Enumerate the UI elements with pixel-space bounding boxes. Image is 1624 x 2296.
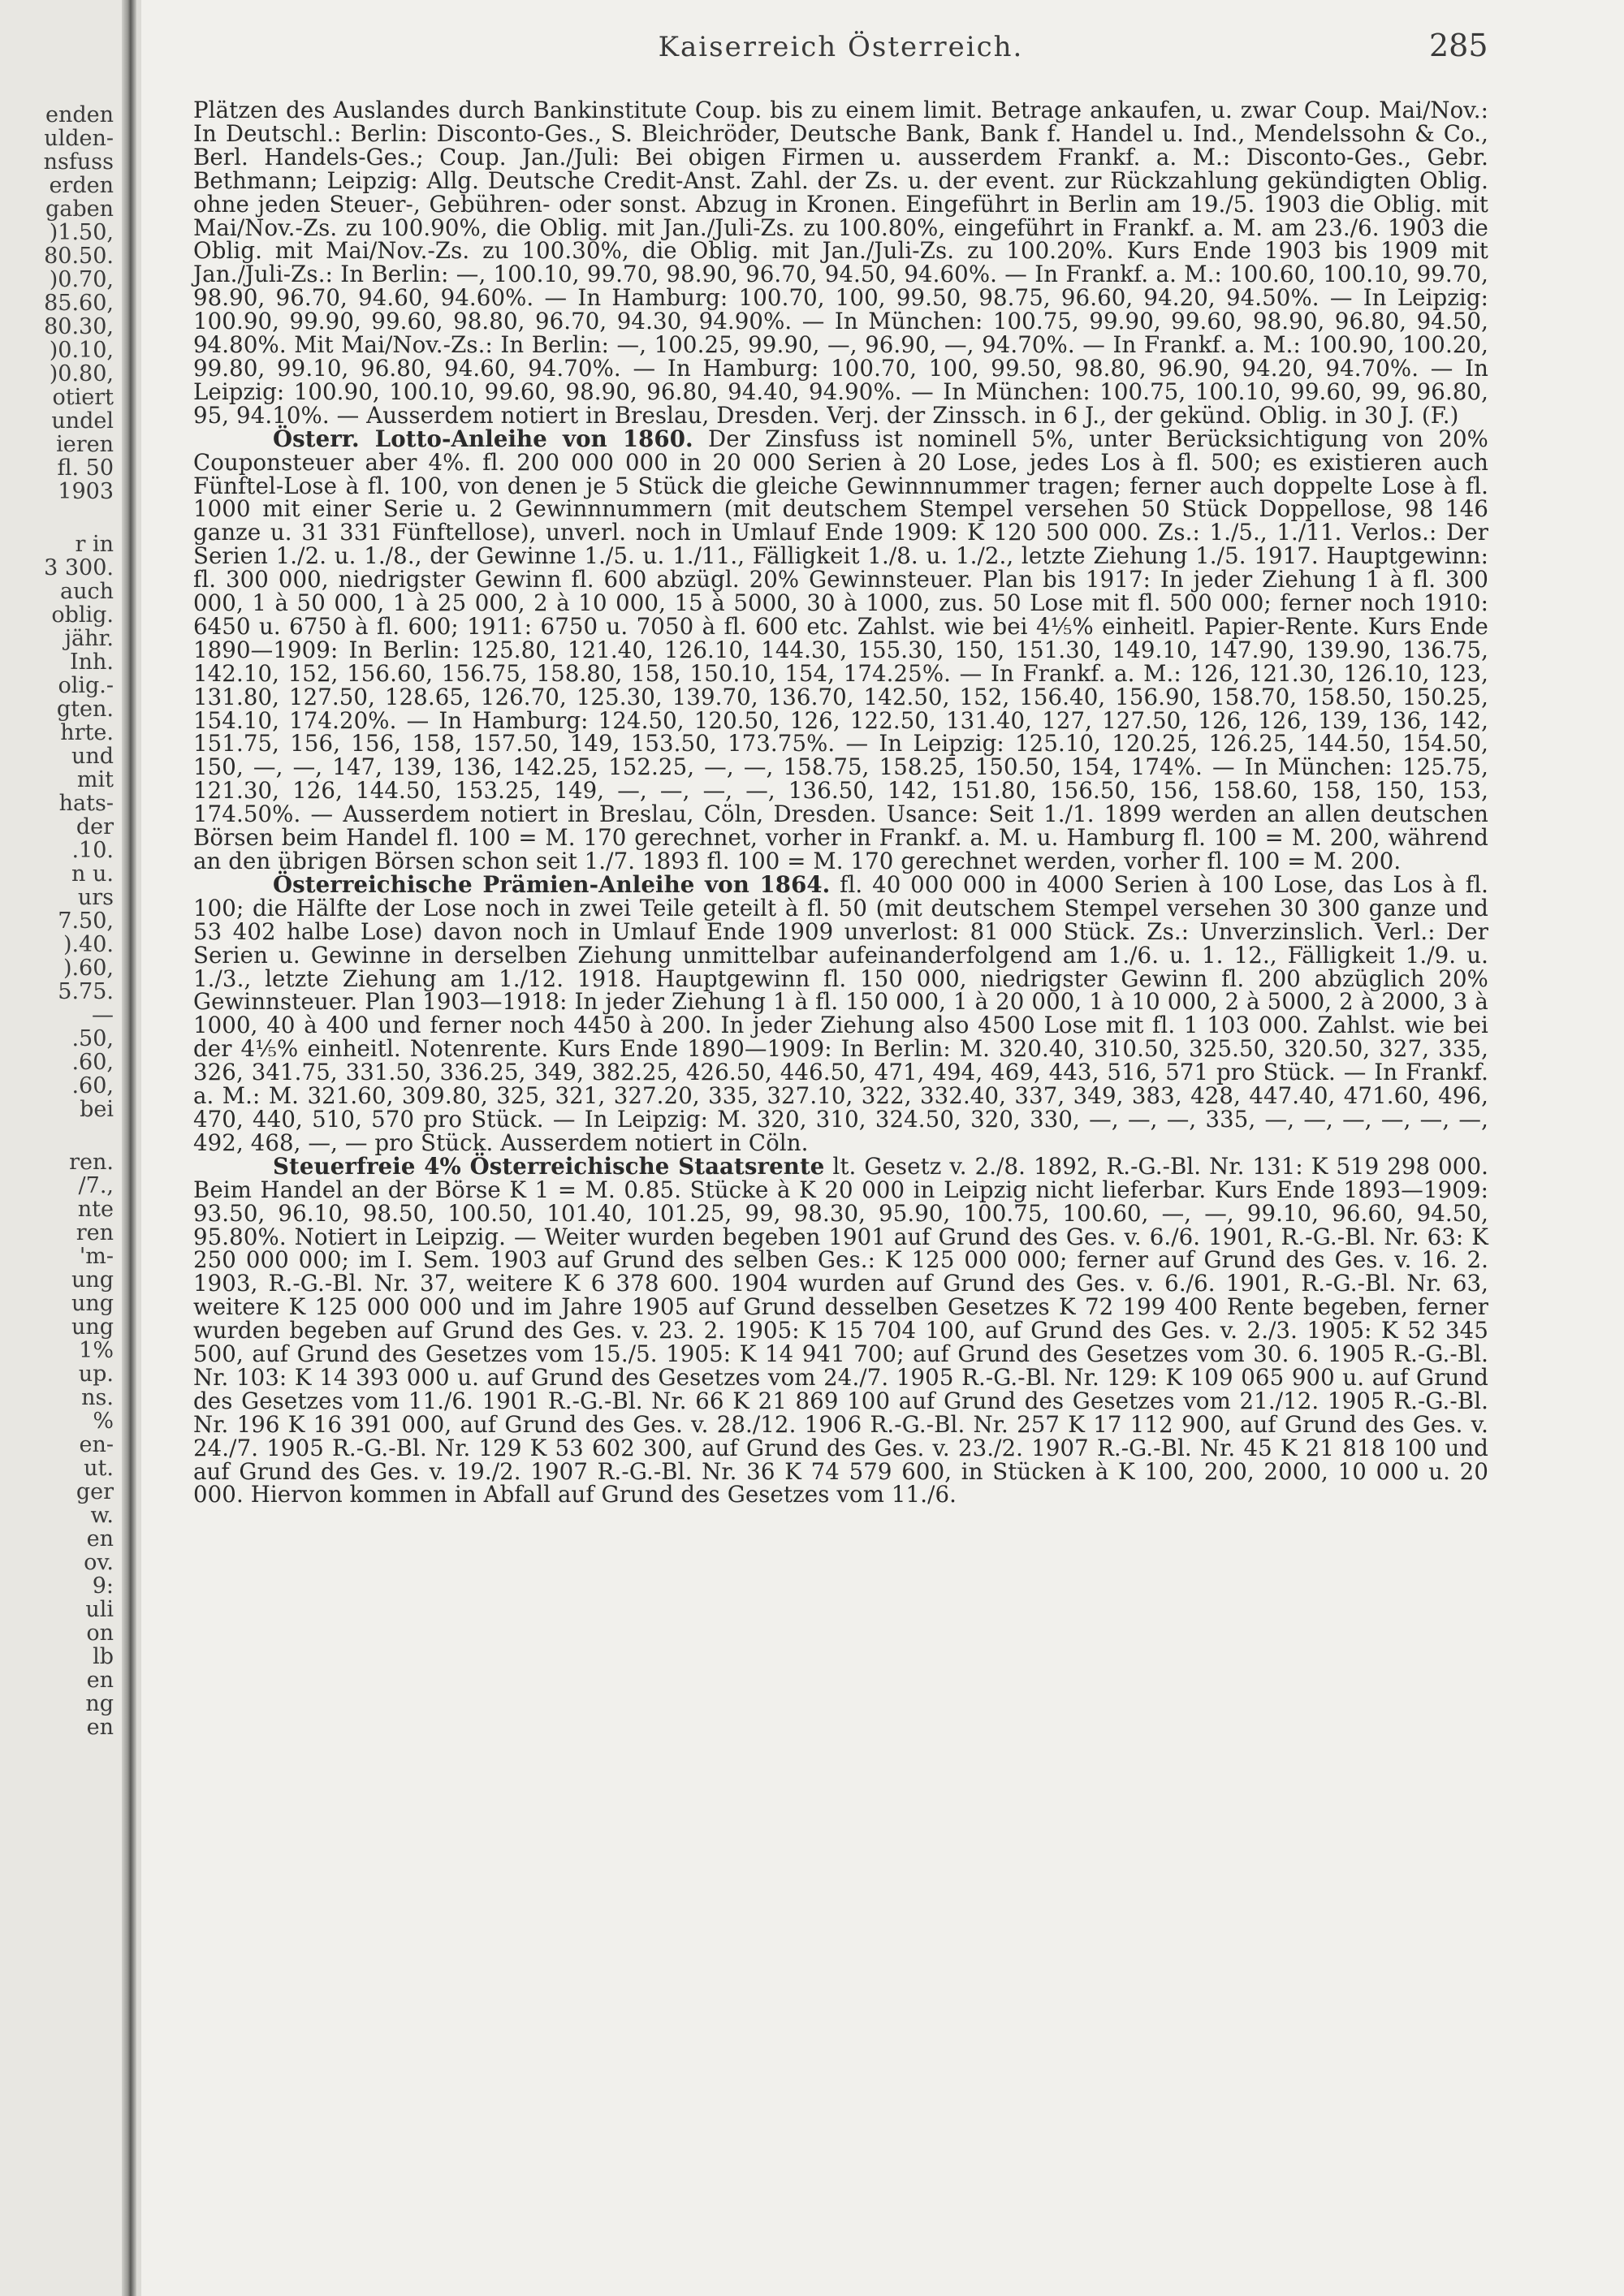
previous-page-fragment: )0.10, — [49, 338, 114, 363]
previous-page-fragment: hats- — [58, 791, 114, 816]
previous-page-fragment: ut. — [84, 1456, 114, 1481]
previous-page-fragment: erden — [49, 173, 114, 198]
main-text — [193, 99, 1488, 1507]
previous-page-fragment: w. — [90, 1503, 114, 1528]
previous-page-fragment: 85.60, — [44, 291, 114, 316]
previous-page-fragment: 5.75. — [58, 979, 114, 1004]
previous-page-fragment: 9: — [92, 1573, 114, 1599]
section-praemien-anleihe-1864 — [193, 870, 1488, 1156]
previous-page-fragment: — — [92, 1003, 114, 1028]
previous-page-fragment: ng — [85, 1691, 114, 1716]
previous-page-fragment: en — [86, 1668, 114, 1693]
previous-page-fragment: ger — [76, 1479, 114, 1504]
previous-page-fragment: undel — [51, 408, 114, 434]
previous-page-fragment: /7., — [78, 1173, 114, 1198]
previous-page-fragment: olig.- — [58, 673, 114, 698]
previous-page-fragment: fl. 50 — [57, 455, 114, 481]
section-heading: Österreichische Prämien-Anleihe von 1864. — [273, 870, 831, 898]
previous-page-fragment: otiert — [52, 385, 114, 410]
previous-page-fragment: gten. — [56, 697, 114, 722]
previous-page-fragment: 1903 — [58, 479, 114, 504]
previous-page-fragment: ung — [71, 1291, 114, 1316]
section-body: fl. 40 000 000 in 4000 Serien à 100 Lose, das Los à fl. 100; die Hälfte der Lose noch in zwei Teile geteilt à fl. 50 (mit deutschem Stempel versehen 30 300 ganze und 53 402 halbe Lose) davon noch in Umlauf Ende 1909 unverlost: 81 000 Stück. Zs.: Unverzinslich. Verl.: Der Serien u. Gewinne in derselben Ziehung unmittelbar aufeinanderfolgend am 1./6. u. 1. 12., Fälligkeit 1./9. u. 1./3., letzte Ziehung am 1./12. 1918. Hauptgewinn fl. 150 000, niedrigster Gewinn fl. 200 abzüglich 20% Gewinnsteuer. Plan 1903—1918: In jeder Ziehung 1 à fl. 150 000, 1 à 20 000, 1 à 10 000, 2 à 5000, 2 à 2000, 3 à 1000, 40 à 400 und ferner noch 4450 à 200. In jeder Ziehung also 4500 Lose mit fl. 1 103 000. Zahlst. wie bei der 4⅕% einheitl. Notenrente. Kurs Ende 1890—1909: In Berlin: M. 320.40, 310.50, 325.50, 320.50, 327, 335, 326, 341.75, 331.50, 336.25, 349, 382.25, 426.50, 446.50, 471, 494, 469, 443, 516, 571 pro Stück. — In Frankf. a. M.: M. 321.60, 309.80, 325, 321, 327.20, 335, 327.10, 322, 332.40, 337, 349, 383, 428, 447.40, 471.60, 496, 470, 440, 510, 570 pro Stück. — In Leipzig: M. 320, 310, 324.50, 320, 330, —, —, —, 335, —, —, —, —, —, —, 492, 468, —, — pro Stück. Ausserdem notiert in Cöln. — [193, 870, 1488, 1156]
previous-page-fragment: on — [86, 1621, 114, 1646]
previous-page-fragment: ung — [71, 1314, 114, 1340]
previous-page-fragment: 80.50. — [44, 244, 114, 269]
previous-page-fragment: 3 300. — [44, 555, 114, 580]
previous-page-fragment: )0.70, — [49, 267, 114, 292]
previous-page-fragment: Inh. — [69, 650, 114, 675]
previous-page-fragment: bei — [80, 1097, 114, 1122]
page-number: 285 — [1429, 28, 1488, 63]
previous-page-fragment: en — [86, 1715, 114, 1740]
previous-page-fragment: jähr. — [64, 626, 114, 651]
previous-page-fragment: up. — [78, 1362, 114, 1387]
section-body: Der Zinsfuss ist nominell 5%, unter Berücksichtigung von 20% Couponsteuer aber 4%. fl. 200 000 000 in 20 000 Serien à 20 Lose, jedes Los à fl. 500; es existieren auch Fünftel-Lose à fl. 100, von denen je 5 Stück die gleiche Gewinnnummer tragen; ferner auch doppelte Lose à fl. 1000 mit einer Serie u. 2 Gewinnnummern (mit deutschem Stempel versehen 50 Stück Doppellose, 98 146 ganze u. 31 331 Fünftellose), unverl. noch in Umlauf Ende 1909: K 120 500 000. Zs.: 1./5., 1./11. Verlos.: Der Serien 1./2. u. 1./8., der Gewinne 1./5. u. 1./11., Fälligkeit 1./8. u. 1./2., letzte Ziehung 1./5. 1917. Hauptgewinn: fl. 300 000, niedrigster Gewinn fl. 600 abzügl. 20% Gewinnsteuer. Plan bis 1917: In jeder Ziehung 1 à fl. 300 000, 1 à 50 000, 1 à 25 000, 2 à 10 000, 15 à 5000, 30 à 1000, zus. 50 Lose mit fl. 500 000; ferner noch 1910: 6450 u. 6750 à fl. 600; 1911: 6750 u. 7050 à fl. 600 etc. Zahlst. wie bei 4⅕% einheitl. Papier-Rente. Kurs Ende 1890—1909: In Berlin: 125.80, 121.40, 126.10, 144.30, 155.30, 150, 151.30, 149.10, 147.90, 139.90, 136.75, 142.10, 152, 156.60, 156.75, 158.80, 158, 150.10, 154, 174.25%. — In Frankf. a. M.: 126, 121.30, 126.10, 123, 131.80, 127.50, 128.65, 126.70, 125.30, 139.70, 136.70, 142.50, 152, 156.40, 156.90, 158.70, 158.50, 150.25, 154.10, 174.20%. — In Hamburg: 124.50, 120.50, 126, 122.50, 131.40, 127, 127.50, 126, 126, 139, 136, 142, 151.75, 156, 156, 158, 157.50, 149, 153.50, 173.75%. — In Leipzig: 125.10, 120.25, 126.25, 144.50, 154.50, 150, —, —, 147, 139, 136, 142.25, 152.25, —, —, 158.75, 158.25, 150.50, 154, 174%. — In München: 125.75, 121.30, 126, 144.50, 153.25, 149, —, —, —, —, 136.50, 142, 151.80, 156.50, 156, 158.60, 158, 150, 153, 174.50%. — Ausserdem notiert in Breslau, Cöln, Dresden. Usance: Seit 1./1. 1899 werden an allen deutschen Börsen beim Handel fl. 100 = M. 170 gerechnet, vorher in Frankf. a. M. u. Hamburg fl. 100 = M. 200, während an den übrigen Börsen schon seit 1./7. 1893 fl. 100 = M. 170 gerechnet werden, vorher fl. 100 = M. 200. — [193, 425, 1488, 874]
previous-page-fragment: oblig. — [51, 602, 114, 628]
previous-page-fragment: ren — [76, 1220, 114, 1245]
previous-page-fragment: nsfuss — [43, 149, 114, 175]
previous-page-fragment: und — [71, 744, 114, 769]
previous-page-fragment: ieren — [56, 432, 114, 457]
previous-page-fragment: .50, — [71, 1026, 114, 1051]
previous-page-fragment: )0.80, — [49, 361, 114, 386]
section-body: Plätzen des Auslandes durch Bankinstitute Coup. bis zu einem limit. Betrage ankaufen, u. zwar Coup. Mai/Nov.: In Deutschl.: Berlin: Disconto-Ges., S. Bleichröder, Deutsche Bank, Bank f. Handel u. Ind., Mendelssohn & Co., Berl. Handels-Ges.; Coup. Jan./Juli: Bei obigen Firmen u. ausserdem Frankf. a. M.: Disconto-Ges., Gebr. Bethmann; Leipzig: Allg. Deutsche Credit-Anst. Zahl. der Zs. u. der event. zur Rückzahlung gekündigten Oblig. ohne jeden Steuer-, Gebühren- oder sonst. Abzug in Kronen. Eingeführt in Berlin am 19./5. 1903 die Oblig. mit Mai/Nov.-Zs. zu 100.90%, die Oblig. mit Jan./Juli-Zs. zu 100.80%, eingeführt in Frankf. a. M. am 23./6. 1903 die Oblig. mit Mai/Nov.-Zs. zu 100.30%, die Oblig. mit Jan./Juli-Zs. zu 100.20%. Kurs Ende 1903 bis 1909 mit Jan./Juli-Zs.: In Berlin: —, 100.10, 99.70, 98.90, 96.70, 94.50, 94.60%. — In Frankf. a. M.: 100.60, 100.10, 99.70, 98.90, 96.70, 94.60, 94.60%. — In Hamburg: 100.70, 100, 99.50, 98.75, 96.60, 94.20, 94.50%. — In Leipzig: 100.90, 99.90, 99.60, 98.80, 96.70, 94.30, 94.90%. — In München: 100.75, 99.90, 99.60, 98.90, 96.80, 94.50, 94.80%. Mit Mai/Nov.-Zs.: In Berlin: —, 100.25, 99.90, —, 96.90, —, 94.70%. — In Frankf. a. M.: 100.90, 100.20, 99.80, 99.10, 96.80, 94.60, 94.70%. — In Hamburg: 100.70, 100, 99.50, 98.80, 96.90, 94.20, 94.70%. — In Leipzig: 100.90, 100.10, 99.60, 98.90, 96.80, 94.40, 94.90%. — In München: 100.75, 100.10, 99.60, 99, 96.80, 95, 94.10%. — Ausserdem notiert in Breslau, Dresden. Verj. der Zinssch. in 6 J., der gekünd. Oblig. in 30 J. (F.) — [193, 97, 1488, 429]
previous-page-fragment: gaben — [45, 196, 114, 222]
previous-page-fragment: mit — [76, 767, 114, 792]
previous-page-edge — [0, 0, 122, 2296]
previous-page-fragment: ung — [71, 1267, 114, 1293]
previous-page-fragment: urs — [77, 885, 114, 910]
previous-page-fragment: uli — [85, 1597, 114, 1622]
running-title: Kaiserreich Österreich. — [658, 31, 1024, 63]
section-body: lt. Gesetz v. 2./8. 1892, R.-G.-Bl. Nr. 131: K 519 298 000. Beim Handel an der Börse K 1 = M. 0.85. Stücke à K 20 000 in Leipzig nicht lieferbar. Kurs Ende 1893—1909: 93.50, 96.10, 98.50, 100.50, 101.40, 101.25, 99, 98.30, 95.90, 100.75, 100.60, —, —, 99.10, 96.60, 94.50, 95.80%. Notiert in Leipzig. — Weiter wurden begeben 1901 auf Grund des Ges. v. 6./6. 1901, R.-G.-Bl. Nr. 63: K 250 000 000; im I. Sem. 1903 auf Grund des selben Ges.: K 125 000 000; ferner auf Grund des Ges. v. 16. 2. 1903, R.-G.-Bl. Nr. 37, weitere K 6 378 600. 1904 wurden auf Grund des Ges. v. 6./6. 1901, R.-G.-Bl. Nr. 63, weitere K 125 000 000 und im Jahre 1905 auf Grund desselben Gesetzes K 72 199 400 Rente begeben, ferner wurden begeben auf Grund des Ges. v. 23. 2. 1905: K 15 704 100, auf Grund des Ges. v. 2./3. 1905: K 52 345 500, auf Grund des Gesetzes vom 15./5. 1905: K 14 941 700; auf Grund des Gesetzes vom 30. 6. 1905 R.-G.-Bl. Nr. 103: K 14 393 000 u. auf Grund des Gesetzes vom 24./7. 1905 R.-G.-Bl. Nr. 129: K 109 065 900 u. auf Grund des Gesetzes vom 11./6. 1901 R.-G.-Bl. Nr. 66 K 21 869 100 auf Grund des Gesetzes vom 21./12. 1905 R.-G.-Bl. Nr. 196 K 16 391 000, auf Grund des Ges. v. 28./12. 1906 R.-G.-Bl. Nr. 257 K 17 112 900, auf Grund des Ges. v. 24./7. 1905 R.-G.-Bl. Nr. 129 K 53 602 300, auf Grund des Ges. v. 23./2. 1907 R.-G.-Bl. Nr. 45 K 21 818 100 und auf Grund des Ges. v. 19./2. 1907 R.-G.-Bl. Nr. 36 K 74 579 600, in Stücken à K 100, 200, 2000, 10 000 u. 20 000. Hiervon kommen in Abfall auf Grund des Gesetzes vom 11./6. — [193, 1152, 1488, 1508]
previous-page-fragment: 'm- — [79, 1244, 114, 1269]
previous-page-fragment: ulden- — [44, 126, 114, 151]
previous-page-fragment: en — [86, 1526, 114, 1552]
previous-page-fragment: ns. — [81, 1385, 114, 1410]
previous-page-fragment: .10. — [71, 838, 114, 863]
section-intro-continued — [193, 99, 1488, 428]
previous-page-fragment: 1% — [79, 1338, 114, 1363]
section-heading: Steuerfreie 4% Österreichische Staatsrente — [273, 1152, 825, 1180]
previous-page-fragment: hrte. — [60, 720, 114, 745]
section-heading: Österr. Lotto-Anleihe von 1860. — [273, 425, 693, 452]
previous-page-fragment: .60, — [71, 1073, 114, 1098]
previous-page-fragment: ov. — [84, 1550, 114, 1575]
previous-page-fragment: n u. — [71, 861, 114, 887]
previous-page-fragment: nte — [77, 1197, 114, 1222]
previous-page-fragment: 7.50, — [58, 908, 114, 934]
section-staatsrente — [193, 1152, 1488, 1508]
previous-page-fragment: r in — [75, 532, 114, 557]
previous-page-fragment: 80.30, — [44, 314, 114, 339]
previous-page-fragment: ren. — [69, 1150, 114, 1175]
book-gutter — [136, 0, 141, 2296]
previous-page-fragment: ).60, — [63, 956, 114, 981]
previous-page-fragment: enden — [45, 102, 114, 127]
previous-page-fragment: ).40. — [63, 932, 114, 957]
section-lotto-anleihe-1860 — [193, 425, 1488, 874]
previous-page-fragment: .60, — [71, 1050, 114, 1075]
previous-page-fragment: auch — [60, 579, 114, 604]
book-spine — [122, 0, 136, 2296]
previous-page-fragment: )1.50, — [49, 220, 114, 245]
previous-page-fragment: en- — [79, 1432, 114, 1457]
previous-page-fragment: % — [93, 1409, 114, 1434]
previous-page-fragment: lb — [93, 1644, 114, 1669]
previous-page-fragment: der — [76, 814, 114, 839]
